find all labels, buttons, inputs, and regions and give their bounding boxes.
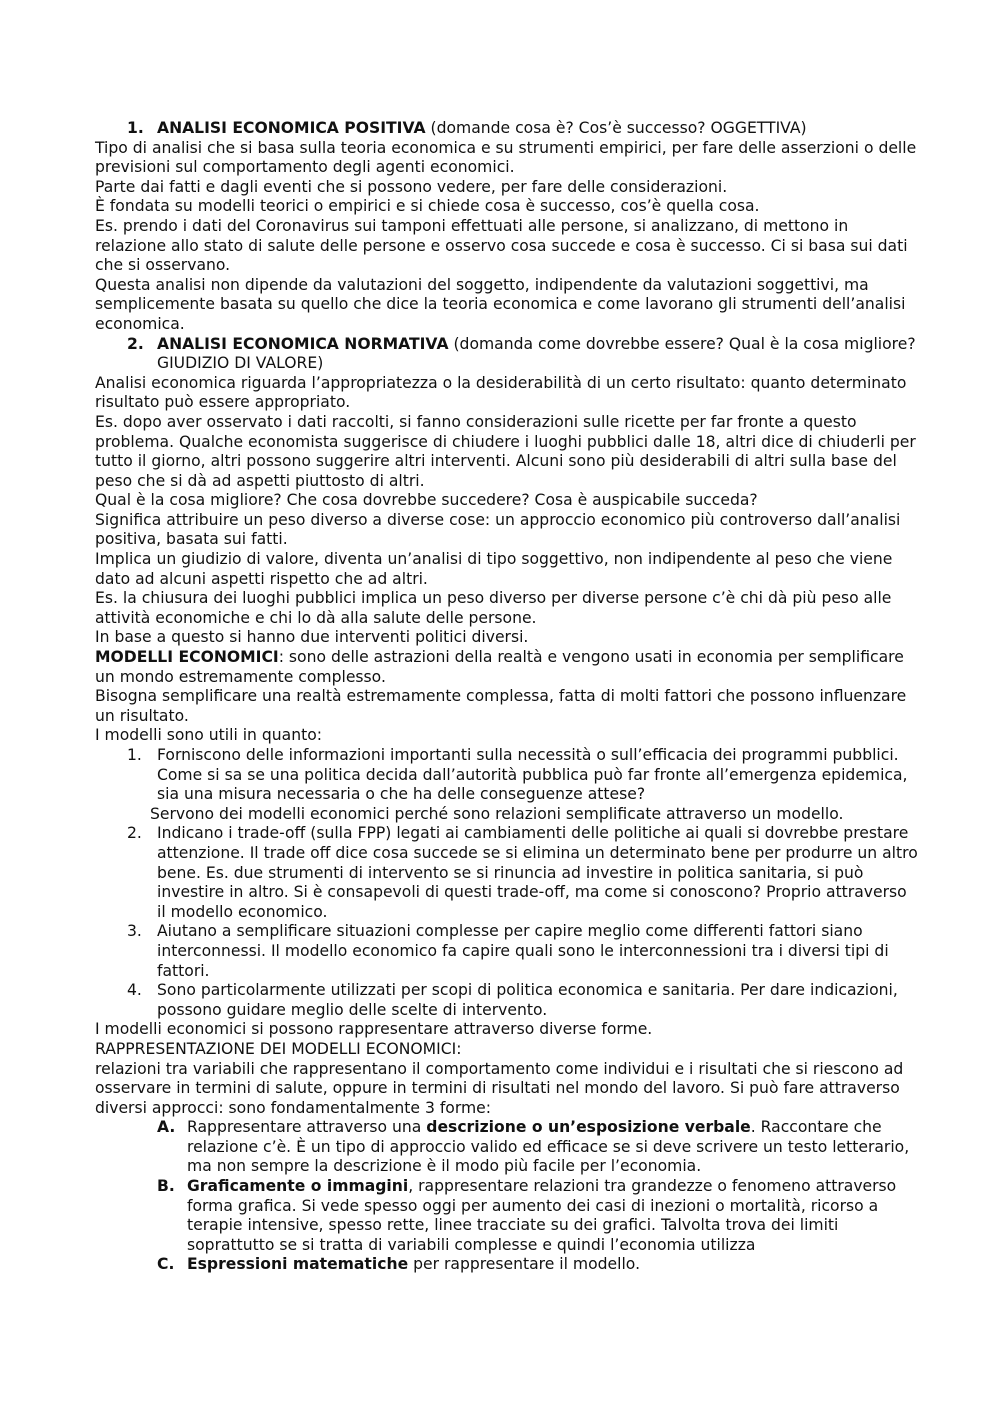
list-note: Servono dei modelli economici perché sono relazioni semplificate attraverso un modello. xyxy=(150,804,844,823)
list-letter: B. xyxy=(157,1177,175,1196)
list-text: Forniscono delle informazioni importanti sulla necessità o sull’efficacia dei programmi pubblici. Come si sa se una politica decida dall’autorità pubblica può far fronte all’emergenza epidemica, sia una misura necessaria o che ha delle conseguenze attese? xyxy=(157,746,908,804)
form-item-a xyxy=(95,1118,920,1177)
paragraph: Significa attribuire un peso diverso a diverse cose: un approccio economico più controverso dall’analisi positiva, basata sui fatti. xyxy=(95,510,901,549)
form-term: Espressioni matematiche xyxy=(187,1255,409,1274)
form-text: Rappresentare attraverso una xyxy=(187,1118,427,1137)
paragraph: Analisi economica riguarda l’appropriatezza o la desiderabilità di un certo risultato: quanto determinato risultato può essere appropriato. xyxy=(95,373,907,412)
paragraph: I modelli economici si possono rappresentare attraverso diverse forme. xyxy=(95,1020,653,1039)
paragraph: Qual è la cosa migliore? Che cosa dovrebbe succedere? Cosa è auspicabile succeda? xyxy=(95,491,758,510)
heading-title: ANALISI ECONOMICA POSITIVA xyxy=(157,119,426,137)
paragraph: Es. dopo aver osservato i dati raccolti, si fanno considerazioni sulle ricette per far fronte a questo problema. Qualche economista suggerisce di chiudere i luoghi pubblici dalle 18, altri dice di chiuderli per tutto il giorno, altri possono suggerire altri interventi. Alcuni sono più desiderabili di altri sulla base del peso che si dà ad aspetti piuttosto di altri. xyxy=(95,412,916,490)
paragraph: Tipo di analisi che si basa sulla teoria economica e su strumenti empirici, per fare delle asserzioni o delle previsioni sul comportamento degli agenti economici. xyxy=(95,138,917,177)
paragraph: I modelli sono utili in quanto: xyxy=(95,726,323,745)
list-letter: C. xyxy=(157,1255,175,1274)
form-text: . Raccontare che relazione c’è. È un tipo di approccio valido ed efficace se si deve scrivere un testo letterario, ma non sempre la descrizione è il modo più facile per l’economia. xyxy=(187,1118,910,1176)
heading-title: ANALISI ECONOMICA NORMATIVA xyxy=(157,334,449,353)
heading-number: 2. xyxy=(127,334,144,353)
list-number: 1. xyxy=(127,746,142,764)
paragraph: È fondata su modelli teorici o empirici e si chiede cosa è successo, cos’è quella cosa. xyxy=(95,197,760,216)
heading-number: 1. xyxy=(127,119,144,137)
list-text: Indicano i trade-off (sulla FPP) legati ai cambiamenti delle politiche ai quali si dovrebbe prestare attenzione. Il trade off dice cosa succede se si elimina un determinato bene per produrre un altro bene. Es. due strumenti di intervento se si rinuncia ad investire in politica sanitaria, si può investire in altro. Si è consapevoli di questi trade-off, ma come si conoscono? Proprio attraverso il modello economico. xyxy=(157,824,918,921)
paragraph: Implica un giudizio di valore, diventa un’analisi di tipo soggettivo, non indipendente al peso che viene dato ad alcuni aspetti rispetto che ad altri. xyxy=(95,550,893,588)
form-term: Graficamente o immagini xyxy=(187,1177,409,1196)
form-item-b xyxy=(95,1177,920,1255)
heading-analisi-normativa xyxy=(95,335,920,374)
form-term: descrizione o un’esposizione verbale xyxy=(426,1118,751,1137)
paragraph: relazioni tra variabili che rappresentano il comportamento come individui e i risultati che si riescono ad osservare in termini di salute, oppure in termini di risultati nel mondo del lavoro. Si può fare attraverso diversi approcci: sono fondamentalmente 3 forme: xyxy=(95,1059,904,1117)
heading-analisi-positiva xyxy=(95,119,920,139)
paragraph: In base a questo si hanno due interventi politici diversi. xyxy=(95,628,529,647)
form-text: per rappresentare il modello. xyxy=(408,1255,641,1274)
list-number: 2. xyxy=(127,824,142,843)
term-modelli-economici: MODELLI ECONOMICI xyxy=(95,648,279,667)
section-heading: RAPPRESENTAZIONE DEI MODELLI ECONOMICI: xyxy=(95,1039,462,1058)
form-text: , rappresentare relazioni tra grandezze o fenomeno attraverso forma grafica. Si vede spesso oggi per aumento dei casi di inezioni o mortalità, ricorso a terapie intensive, spesso rette, linee tracciate su dei grafici. Talvolta trova dei limiti soprattutto se si tratta di variabili complesse e quindi l’economia utilizza xyxy=(187,1177,897,1254)
list-text: Sono particolarmente utilizzati per scopi di politica economica e sanitaria. Per dare indicazioni, possono guidare meglio delle scelte di intervento. xyxy=(157,981,898,1019)
paragraph-modelli-economici xyxy=(95,648,920,687)
paragraph: Es. prendo i dati del Coronavirus sui tamponi effettuati alle persone, si analizzano, di mettono in relazione allo stato di salute delle persone e osservo cosa succede e cosa è successo. Ci si basa sui dati che si osservano. xyxy=(95,216,908,275)
list-item xyxy=(95,746,920,805)
heading-subtitle: (domanda come dovrebbe essere? Qual è la cosa migliore? GIUDIZIO DI VALORE) xyxy=(157,334,916,373)
list-number: 3. xyxy=(127,922,142,941)
list-letter: A. xyxy=(157,1118,176,1137)
form-item-c xyxy=(95,1255,920,1275)
list-item xyxy=(95,922,920,981)
paragraph: Questa analisi non dipende da valutazioni del soggetto, indipendente da valutazioni soggettivi, ma semplicemente basata su quello che dice la teoria economica e come lavorano gli strumenti dell’analisi economica. xyxy=(95,275,906,333)
paragraph: Es. la chiusura dei luoghi pubblici implica un peso diverso per diverse persone c’è chi dà più peso alle attività economiche e chi lo dà alla salute delle persone. xyxy=(95,589,892,627)
heading-subtitle: (domande cosa è? Cos’è successo? OGGETTIVA) xyxy=(425,119,807,137)
list-number: 4. xyxy=(127,981,142,1000)
paragraph: Bisogna semplificare una realtà estremamente complessa, fatta di molti fattori che possono influenzare un risultato. xyxy=(95,687,907,725)
list-item xyxy=(95,824,920,922)
list-item xyxy=(95,981,920,1020)
list-text: Aiutano a semplificare situazioni complesse per capire meglio come differenti fattori siano interconnessi. Il modello economico fa capire quali sono le interconnessioni tra i diversi tipi di fattori. xyxy=(157,922,889,980)
definition-text: : sono delle astrazioni della realtà e vengono usati in economia per semplificare un mondo estremamente complesso. xyxy=(95,648,904,686)
paragraph: Parte dai fatti e dagli eventi che si possono vedere, per fare delle considerazioni. xyxy=(95,177,728,196)
